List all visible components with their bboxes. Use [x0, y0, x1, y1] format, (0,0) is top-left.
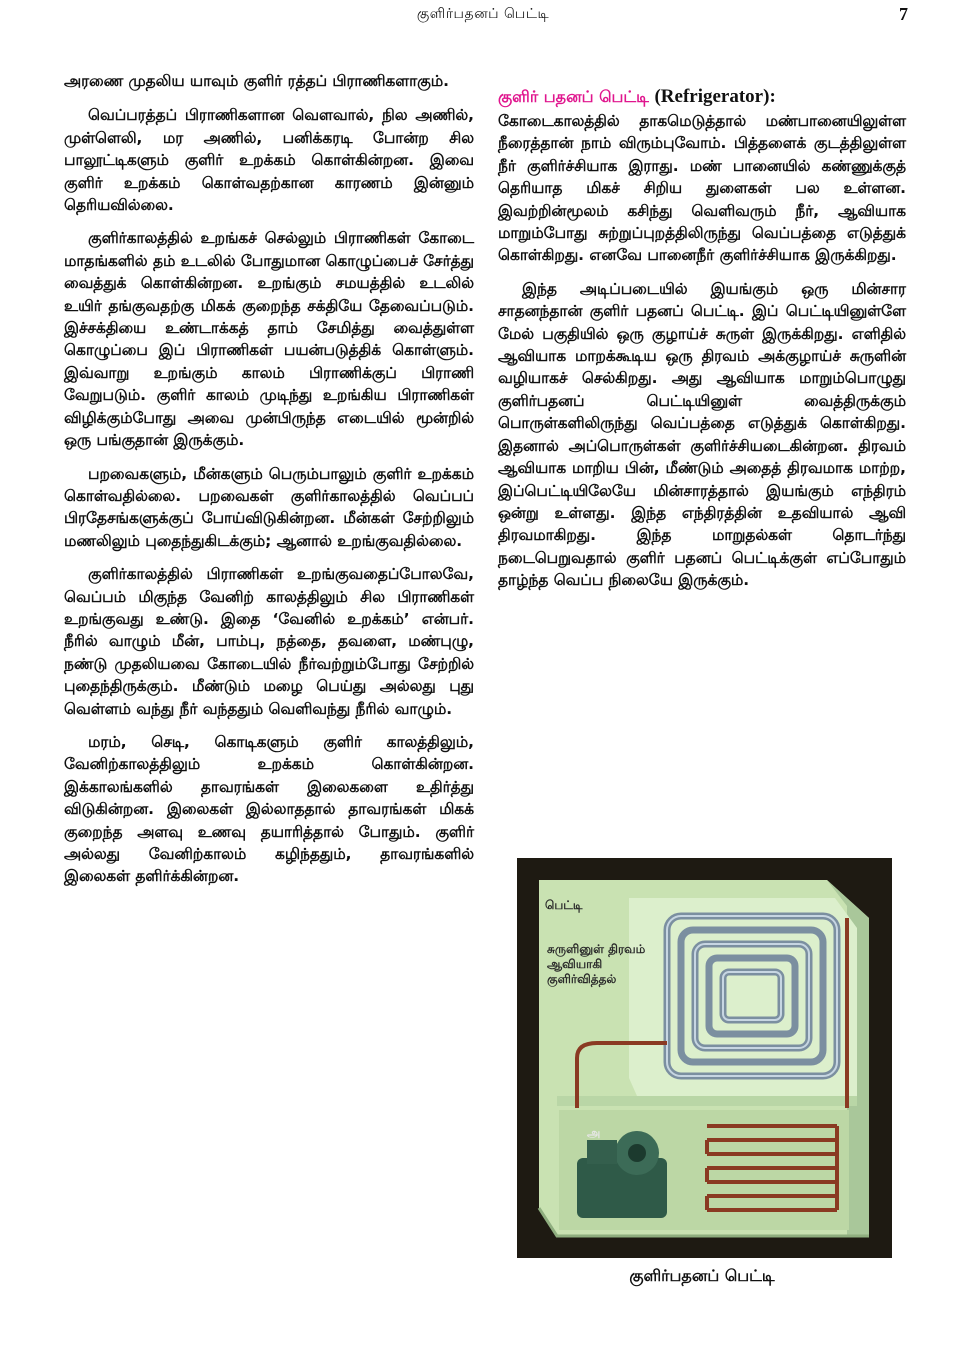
label-box: பெட்டி	[545, 898, 583, 912]
left-column	[64, 70, 474, 899]
left-paragraph-2: வெப்பரத்தப் பிராணிகளான வௌவால், நில அணில், முள்ளெலி, மர அணில், பனிக்கரடி போன்ற சில பாலூட்டிகளும் குளிர் உறக்கம் கொள்கின்றன. இவை குளிர் உறக்கம் கொள்வதற்கான காரணம் இன்னும் தெரியவில்லை.	[64, 106, 474, 215]
heading-tamil: குளிர் பதனப் பெட்டி	[498, 87, 649, 106]
right-paragraph-2: இந்த அடிப்படையில் இயங்கும் ஒரு மின்சார சாதனந்தான் குளிர் பதனப் பெட்டி. இப் பெட்டியினுள்ளே மேல் பகுதியில் ஒரு குழாய்ச் சுருள் இருக்கிறது. எளிதில் ஆவியாக மாறக்கூடிய ஒரு திரவம் அக்குழாய்ச் சுருளின் வழியாகச் செல்கிறது. அது ஆவியாக மாறும்பொழுது குளிர்பதனப் பெட்டியினுள் வைத்திருக்கும் பொருள்களிலிருந்து வெப்பத்தை எடுத்துக் கொள்கிறது. இதனால் அப்பொருள்கள் குளிர்ச்சியடைகின்றன. திரவம் ஆவியாக மாறிய பின், மீண்டும் அதைத் திரவமாக மாற்ற, இப்பெட்டியிலேயே மின்சாரத்தால் இயங்கும் எந்திரம் ஒன்று உள்ளது. இந்த எந்திரத்தின் உதவியால் ஆவி திரவமாகிறது. இந்த மாறுதல்கள் தொடர்ந்து நடைபெறுவதால் குளிர் பதனப் பெட்டிக்குள் எப்போதும் தாழ்ந்த வெப்ப நிலையே இருக்கும்.	[498, 279, 906, 590]
running-head: குளிர்பதனப் பெட்டி	[416, 6, 550, 22]
page-number: 7	[899, 4, 908, 24]
figure-caption: குளிர்பதனப் பெட்டி	[629, 1266, 775, 1285]
section-heading	[498, 86, 906, 108]
refrigerator-drawing	[517, 858, 892, 1258]
label-coil: சுருளினுள் திரவம் ஆவியாகி குளிர்வித்தல்	[547, 942, 646, 986]
left-paragraph-1: அரணை முதலிய யாவும் குளிர் ரத்தப் பிராணிகளாகும்.	[64, 72, 449, 90]
left-paragraph-6: மரம், செடி, கொடிகளும் குளிர் காலத்திலும், வேனிற்காலத்திலும் உறக்கம் கொள்கின்றன. இக்காலங்களில் தாவரங்கள் இலைகளை உதிர்த்து விடுகின்றன. இலைகள் இல்லாததால் தாவரங்கள் மிகக் குறைந்த அளவு உணவு தயாரித்தால் போதும். குளிர் அல்லது வேனிற்காலம் கழிந்ததும், தாவரங்களில் இலைகள் தளிர்க்கின்றன.	[64, 732, 474, 886]
refrigerator-illustration	[517, 858, 892, 1258]
left-paragraph-5: குளிர்காலத்தில் பிராணிகள் உறங்குவதைப்போலவே, வெப்பம் மிகுந்த வேனிற் காலத்திலும் சில பிராணிகள் உறங்குவது உண்டு. இதை ‘வேனில் உறக்கம்’ என்பர். நீரில் வாழும் மீன், பாம்பு, நத்தை, தவளை, மண்புழு, நண்டு முதலியவை கோடையில் நீர்வற்றும்போது சேற்றில் புதைந்திருக்கும். மீண்டும் மழை பெய்து அல்லது புது வெள்ளம் வந்து நீர் வந்ததும் வெளிவந்து நீரில் வாழும்.	[64, 565, 474, 718]
heading-english: (Refrigerator):	[654, 86, 776, 107]
right-paragraph-1: கோடைகாலத்தில் தாகமெடுத்தால் மண்பானையிலுள்ள நீரைத்தான் நாம் விரும்புவோம். பித்தளைக் குடத்திலுள்ள நீர் குளிர்ச்சியாக இராது. மண் பானையில் கண்ணுக்குத் தெரியாத மிகச் சிறிய துளைகள் பல உள்ளன. இவற்றின்மூலம் கசிந்து வெளிவரும் நீர், ஆவியாக மாறும்போது சுற்றுப்புறத்திலிருந்து வெப்பத்தை எடுத்துக் கொள்கிறது. எனவே பானைநீர் குளிர்ச்சியாக இருக்கிறது.	[498, 112, 906, 265]
label-engine: அ	[587, 1126, 601, 1140]
left-paragraph-3: குளிர்காலத்தில் உறங்கச் செல்லும் பிராணிகள் கோடை மாதங்களில் தம் உடலில் போதுமான கொழுப்பைச் சேர்த்து வைத்துக் கொள்கின்றன. உறங்கும் சமயத்தில் உடலில் உயிர் தங்குவதற்கு மிகக் குறைந்த சக்தியே தேவைப்படும். இச்சக்தியை உண்டாக்கத் தாம் சேமித்து வைத்துள்ள கொழுப்பை இப் பிராணிகள் பயன்படுத்திக் கொள்ளும். இவ்வாறு உறங்கும் காலம் பிராணிக்குப் பிராணி வேறுபடும். குளிர் காலம் முடிந்து உறங்கிய பிராணிகள் விழிக்கும்போது அவை முன்பிருந்த எடையில் மூன்றில் ஒரு பங்குதான் இருக்கும்.	[64, 229, 474, 450]
compressor-motor	[577, 1131, 667, 1218]
left-paragraph-4: பறவைகளும், மீன்களும் பெரும்பாலும் குளிர் உறக்கம் கொள்வதில்லை. பறவைகள் குளிர்காலத்தில் வெப்பப் பிரதேசங்களுக்குப் போய்விடுகின்றன. மீன்கள் சேற்றிலும் மணலிலும் புதைந்துகிடக்கும்; ஆனால் உறங்குவதில்லை.	[64, 464, 474, 550]
right-column	[498, 86, 906, 603]
